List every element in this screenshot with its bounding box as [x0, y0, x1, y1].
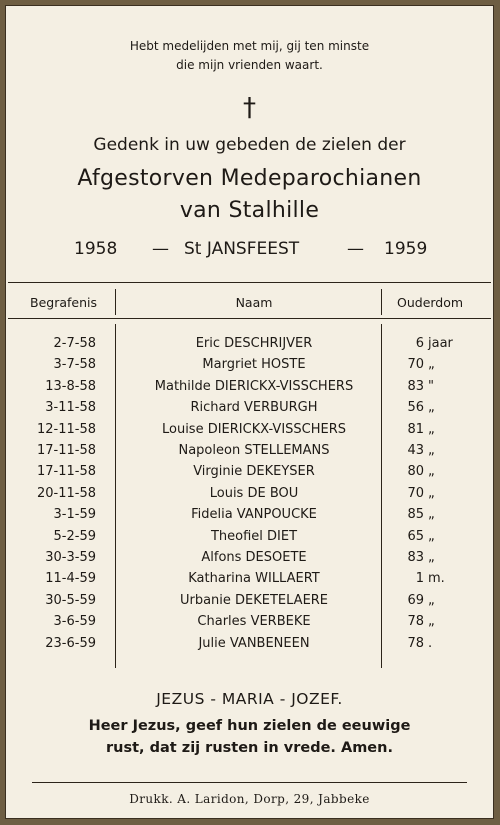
- footer-rule: [32, 782, 467, 783]
- age-unit: ": [428, 378, 434, 394]
- table-row: [6, 590, 493, 611]
- age-value: 1: [415, 571, 424, 587]
- burial-date: 30-3-59: [45, 550, 96, 565]
- age-value: 56: [407, 400, 424, 416]
- age-cell: [398, 526, 458, 547]
- age-value: 70: [407, 485, 424, 501]
- lead-line: Gedenk in uw gebeden de zielen der: [93, 135, 406, 155]
- deceased-name: Fidelia VANPOUCKE: [191, 507, 317, 523]
- burial-date: 20-11-58: [36, 485, 96, 501]
- table-row: [6, 611, 493, 632]
- deceased-name: Louis DE BOU: [209, 485, 299, 501]
- burial-date: 3-11-58: [45, 400, 96, 416]
- age-cell: [398, 633, 458, 654]
- burial-date: 3-1-59: [53, 507, 96, 523]
- burial-date: 17-11-58: [36, 464, 96, 480]
- burial-date: 12-11-58: [36, 421, 96, 437]
- deceased-name: Louise DIERICKX-VISSCHERS: [161, 421, 347, 437]
- age-unit: „: [428, 528, 435, 544]
- age-value: 85: [407, 507, 424, 523]
- age-cell: [398, 440, 458, 461]
- header-divider-1: [115, 289, 116, 315]
- table-top-rule: [8, 282, 491, 283]
- age-value: 80: [407, 464, 424, 480]
- table-row: [6, 568, 493, 589]
- table-row: [6, 483, 493, 504]
- age-cell: [398, 461, 458, 482]
- table-row: [6, 547, 493, 568]
- deceased-name: Theofiel DIET: [210, 528, 298, 544]
- deceased-name: Margriet HOSTE: [202, 357, 306, 373]
- deceased-name: Alfons DESOETE: [201, 550, 307, 565]
- age-cell: [398, 376, 458, 397]
- prayer-line-2: rust, dat zij rusten in vrede. Amen.: [106, 740, 393, 756]
- header-burial: Begrafenis: [30, 295, 97, 310]
- burial-date: 13-8-58: [45, 378, 96, 394]
- burial-date: 5-2-59: [53, 528, 96, 544]
- burial-date: 11-4-59: [45, 571, 96, 587]
- age-unit: jaar: [428, 336, 453, 351]
- burial-date: 2-7-58: [53, 336, 96, 351]
- age-unit: „: [428, 443, 435, 458]
- feast-name: St JANSFEEST: [184, 239, 300, 259]
- age-unit: „: [428, 357, 435, 373]
- table-row: [6, 419, 493, 440]
- table-row: [6, 633, 493, 654]
- age-unit: „: [428, 592, 435, 608]
- age-unit: „: [428, 550, 435, 565]
- verse-line-2: die mijn vrienden waart.: [176, 58, 323, 72]
- deceased-name: Virginie DEKEYSER: [193, 464, 315, 480]
- age-value: 83: [407, 378, 424, 394]
- table-row: [6, 397, 493, 418]
- age-cell: [398, 483, 458, 504]
- deceased-name: Richard VERBURGH: [190, 400, 318, 416]
- age-cell: [398, 547, 458, 568]
- header-name: Naam: [235, 295, 273, 310]
- age-cell: [398, 504, 458, 525]
- age-value: 81: [407, 421, 424, 437]
- age-unit: „: [428, 400, 435, 416]
- age-value: 70: [407, 357, 424, 373]
- age-cell: [398, 568, 458, 589]
- header-age: Ouderdom: [397, 295, 464, 310]
- age-cell: [398, 354, 458, 375]
- age-value: 43: [407, 443, 424, 458]
- header-divider-2: [381, 289, 382, 315]
- age-value: 69: [407, 592, 424, 608]
- table-row: [6, 440, 493, 461]
- table-row: [6, 504, 493, 525]
- age-value: 65: [407, 528, 424, 544]
- deceased-name: Eric DESCHRIJVER: [195, 336, 313, 351]
- verse-line-1: Hebt medelijden met mij, gij ten minste: [129, 39, 370, 53]
- burial-date: 3-7-58: [53, 357, 96, 373]
- age-value: 83: [407, 550, 424, 565]
- year-end: 1959: [384, 239, 428, 259]
- year-dash-1: —: [152, 239, 169, 259]
- table-row: [6, 461, 493, 482]
- deceased-name: Julie VANBENEEN: [198, 635, 310, 651]
- age-cell: [398, 590, 458, 611]
- invocation: JEZUS - MARIA - JOZEF.: [156, 690, 343, 708]
- prayer-line-1: Heer Jezus, geef hun zielen de eeuwige: [88, 718, 411, 734]
- deceased-name: Urbanie DEKETELAERE: [179, 592, 329, 608]
- burial-date: 30-5-59: [45, 592, 96, 608]
- burial-date: 17-11-58: [36, 443, 96, 458]
- table-row: [6, 354, 493, 375]
- deceased-name: Mathilde DIERICKX-VISSCHERS: [154, 378, 354, 394]
- memorial-card: [5, 5, 494, 819]
- title-line-1: Afgestorven Medeparochianen: [77, 166, 422, 191]
- table-row: [6, 526, 493, 547]
- age-value: 78: [407, 635, 424, 651]
- age-unit: „: [428, 421, 435, 437]
- cross-icon: †: [243, 93, 256, 123]
- age-unit: m.: [428, 571, 445, 587]
- deceased-name: Katharina WILLAERT: [188, 571, 320, 587]
- deceased-name: Napoleon STELLEMANS: [178, 443, 330, 458]
- burial-date: 3-6-59: [53, 614, 96, 630]
- table-row: [6, 376, 493, 397]
- age-unit: „: [428, 614, 435, 630]
- age-cell: [398, 333, 458, 354]
- age-unit: „: [428, 507, 435, 523]
- age-unit: „: [428, 464, 435, 480]
- age-cell: [398, 419, 458, 440]
- table-row: [6, 333, 493, 354]
- age-cell: [398, 611, 458, 632]
- title-line-2: van Stalhille: [179, 198, 320, 223]
- age-unit: .: [428, 635, 433, 651]
- age-unit: „: [428, 485, 435, 501]
- burial-date: 23-6-59: [45, 635, 96, 651]
- age-cell: [398, 397, 458, 418]
- year-start: 1958: [74, 239, 118, 259]
- header-bottom-rule: [8, 318, 491, 319]
- age-value: 78: [407, 614, 424, 630]
- deceased-name: Charles VERBEKE: [197, 614, 311, 630]
- printer-line: Drukk. A. Laridon, Dorp, 29, Jabbeke: [129, 792, 370, 806]
- age-value: 6: [415, 336, 424, 351]
- year-dash-2: —: [347, 239, 364, 259]
